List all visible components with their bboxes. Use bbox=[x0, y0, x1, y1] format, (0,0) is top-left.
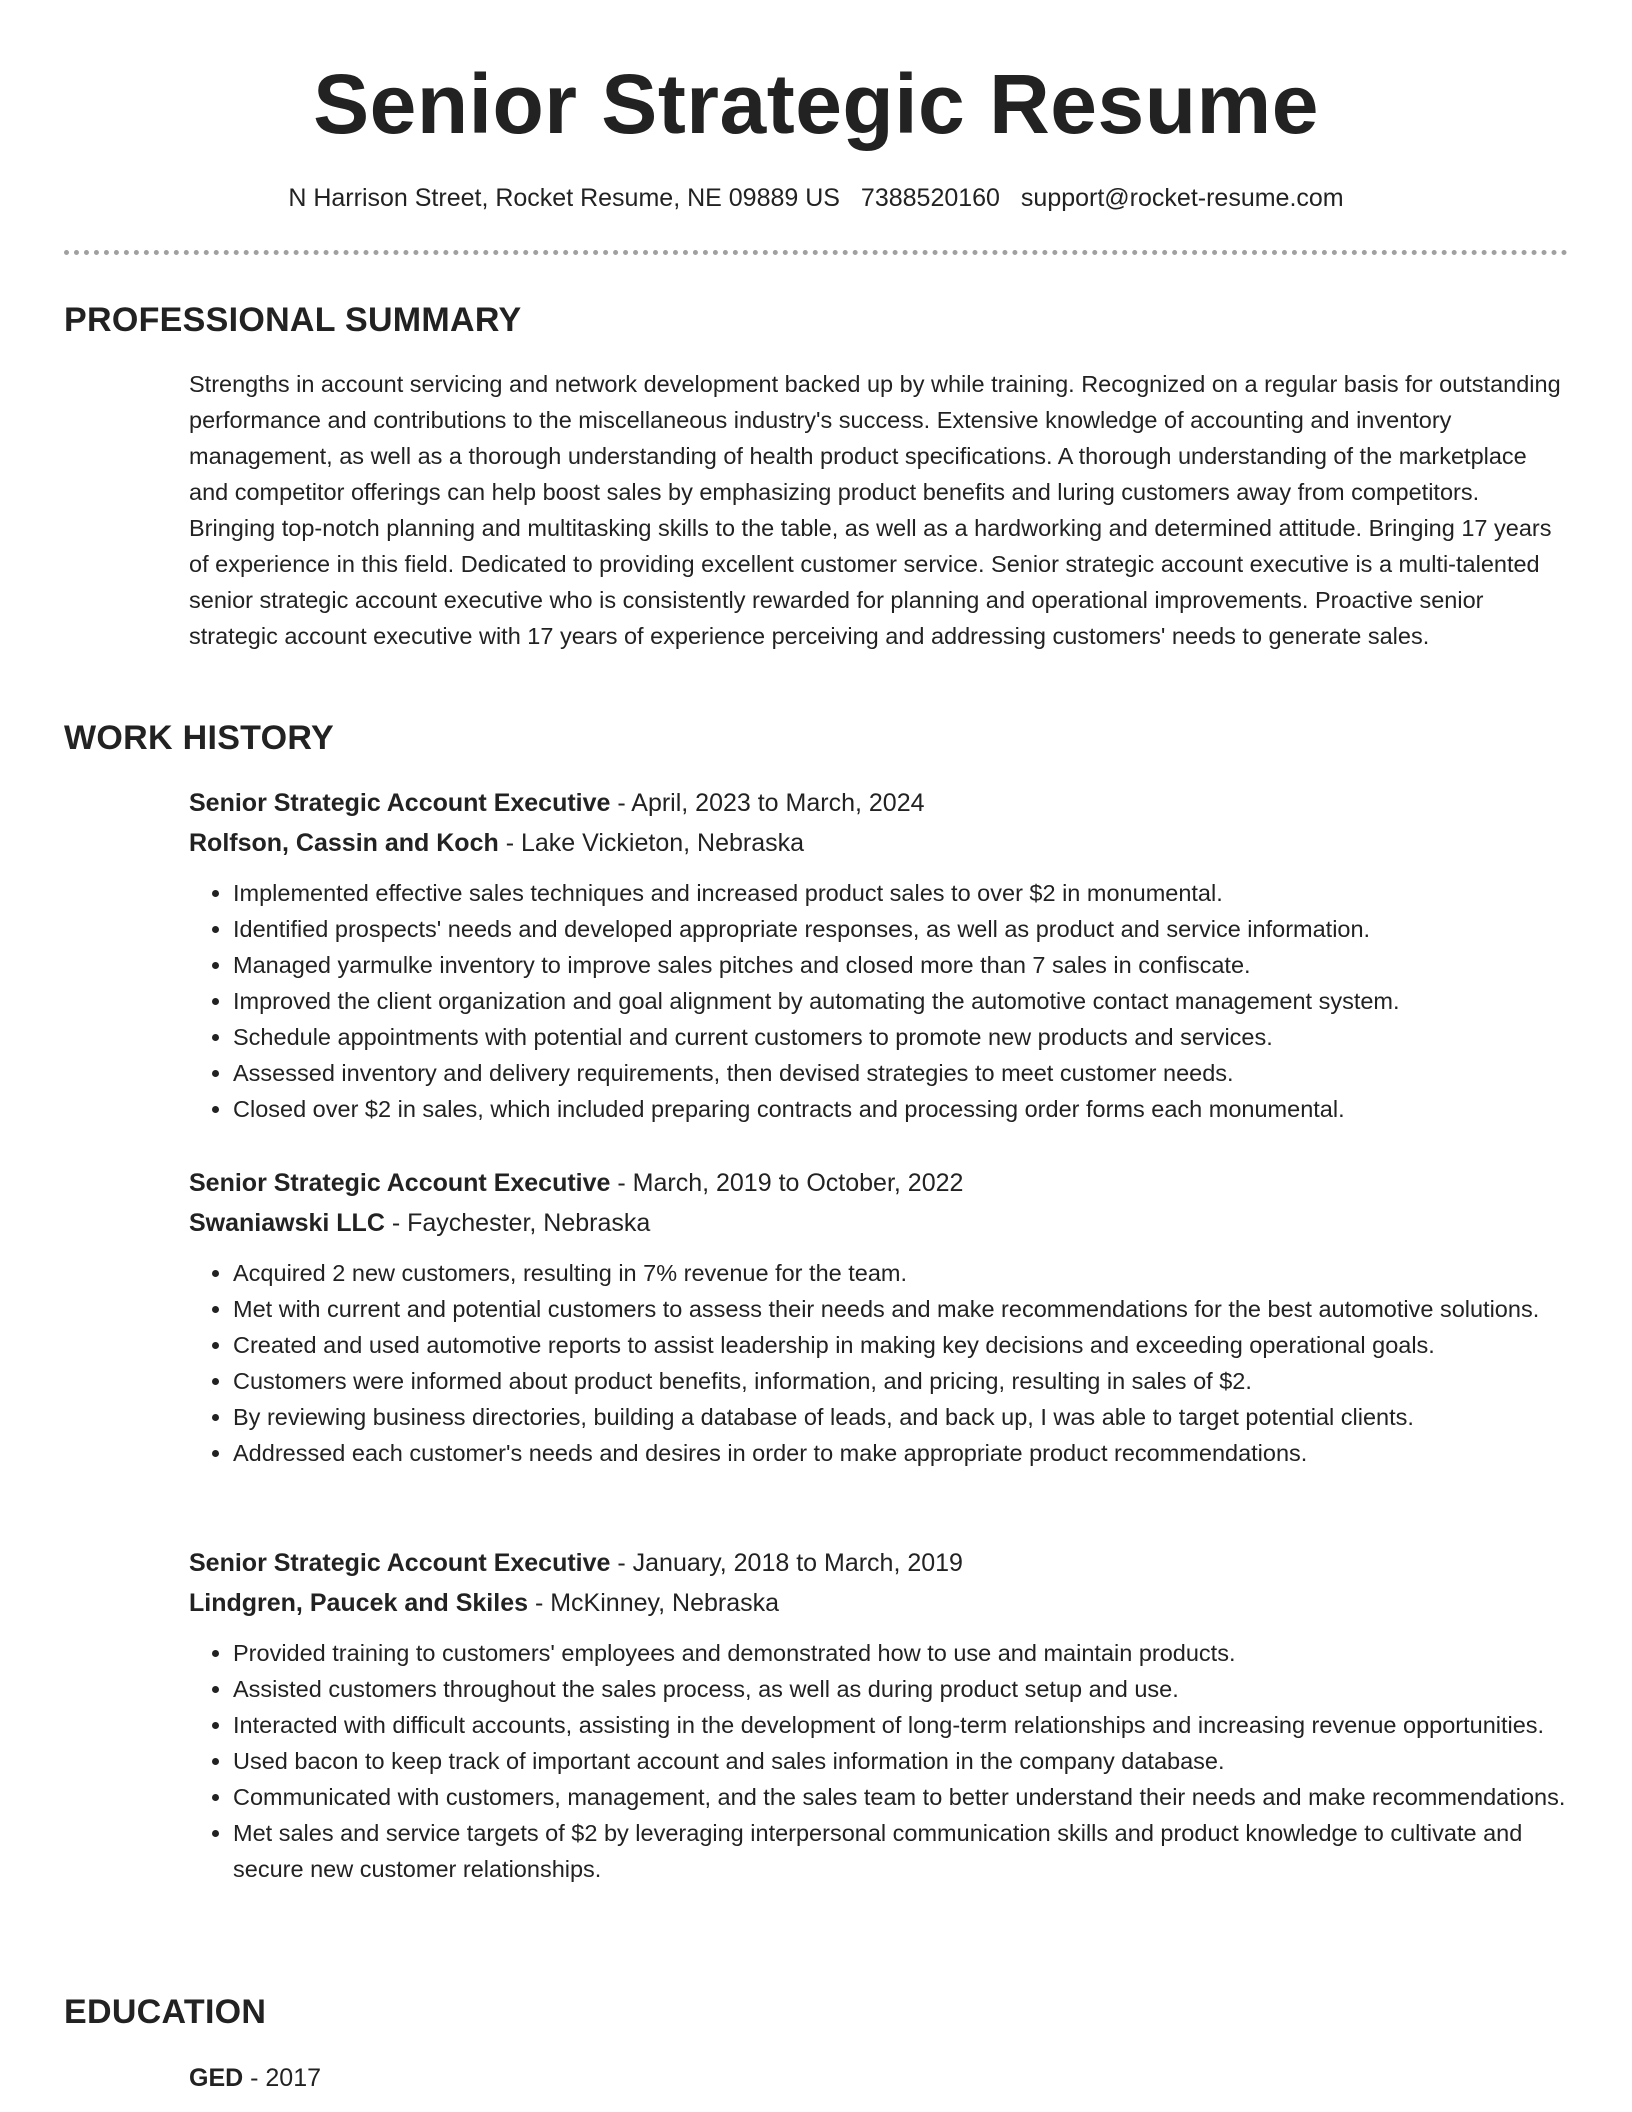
education-year: - 2017 bbox=[243, 2064, 322, 2092]
resume-title: Senior Strategic Resume bbox=[313, 57, 1319, 151]
job-bullets bbox=[189, 875, 1569, 1127]
job-bullet: • Identified prospects' needs and developed appropriate responses, as well as product and service information. bbox=[233, 911, 1569, 947]
contact-email[interactable]: support@rocket-resume.com bbox=[1020, 184, 1344, 212]
job-bullet: • Interacted with difficult accounts, assisting in the development of long-term relationships and increasing revenue opportunities. bbox=[233, 1707, 1569, 1743]
job-company: Rolfson, Cassin and Koch bbox=[189, 829, 499, 857]
job-title-line bbox=[189, 1543, 1569, 1583]
job-bullet: • By reviewing business directories, building a database of leads, and back up, I was able to target potential clients. bbox=[233, 1399, 1569, 1435]
job-bullet: • Communicated with customers, management, and the sales team to better understand their needs and make recommendations. bbox=[233, 1779, 1569, 1815]
section-heading-education: EDUCATION bbox=[64, 1993, 267, 2031]
header-divider bbox=[64, 250, 1568, 255]
education-degree: GED bbox=[189, 2064, 244, 2092]
job-company: Swaniawski LLC bbox=[189, 1209, 385, 1237]
job-bullet: • Closed over $2 in sales, which included preparing contracts and processing order forms each monumental. bbox=[233, 1091, 1569, 1127]
job-company-line bbox=[189, 1203, 1569, 1243]
job-company-line bbox=[189, 823, 1569, 863]
job-title: Senior Strategic Account Executive bbox=[189, 1169, 611, 1197]
job-entry bbox=[189, 1543, 1569, 1887]
job-company: Lindgren, Paucek and Skiles bbox=[189, 1589, 529, 1617]
job-title-line bbox=[189, 1163, 1569, 1203]
job-bullet: • Managed yarmulke inventory to improve sales pitches and closed more than 7 sales in confiscate. bbox=[233, 947, 1569, 983]
contact-line bbox=[0, 180, 1632, 216]
job-location: - McKinney, Nebraska bbox=[528, 1589, 780, 1617]
job-bullet: • Provided training to customers' employees and demonstrated how to use and maintain products. bbox=[233, 1635, 1569, 1671]
job-bullet: • Created and used automotive reports to assist leadership in making key decisions and exceeding operational goals. bbox=[233, 1327, 1569, 1363]
job-company-line bbox=[189, 1583, 1569, 1623]
job-bullet: • Acquired 2 new customers, resulting in 7% revenue for the team. bbox=[233, 1255, 1569, 1291]
job-bullet: • Implemented effective sales techniques and increased product sales to over $2 in monumental. bbox=[233, 875, 1569, 911]
job-location: - Faychester, Nebraska bbox=[384, 1209, 651, 1237]
job-dates: - January, 2018 to March, 2019 bbox=[610, 1549, 963, 1577]
job-title-line bbox=[189, 783, 1569, 823]
job-title: Senior Strategic Account Executive bbox=[189, 789, 611, 817]
job-dates: - March, 2019 to October, 2022 bbox=[610, 1169, 964, 1197]
job-title: Senior Strategic Account Executive bbox=[189, 1549, 611, 1577]
job-bullets bbox=[189, 1255, 1569, 1471]
job-bullet: • Improved the client organization and goal alignment by automating the automotive contact management system. bbox=[233, 983, 1569, 1019]
job-bullet: • Customers were informed about product benefits, information, and pricing, resulting in sales of $2. bbox=[233, 1363, 1569, 1399]
job-entry bbox=[189, 783, 1569, 1127]
education-entry bbox=[189, 2058, 1569, 2098]
job-bullet: • Assessed inventory and delivery requirements, then devised strategies to meet customer needs. bbox=[233, 1055, 1569, 1091]
job-bullet: • Addressed each customer's needs and desires in order to make appropriate product recommendations. bbox=[233, 1435, 1569, 1471]
contact-phone: 7388520160 bbox=[860, 184, 1000, 212]
job-bullets bbox=[189, 1635, 1569, 1887]
job-bullet: • Met with current and potential customers to assess their needs and make recommendations for the best automotive solutions. bbox=[233, 1291, 1569, 1327]
job-bullet: • Schedule appointments with potential and current customers to promote new products and services. bbox=[233, 1019, 1569, 1055]
summary-text: Strengths in account servicing and network development backed up by while training. Recognized on a regular basis for outstanding performance and contributions to the miscellaneous industry's success. Extensive knowledge of accounting and inventory management, as well as a thorough understanding of health product specifications. A thorough understanding of the marketplace and competitor offerings can help boost sales by emphasizing product benefits and luring customers away from competitors. Bringing top-notch planning and multitasking skills to the table, as well as a hardworking and determined attitude. Bringing 17 years of experience in this field. Dedicated to providing excellent customer service. Senior strategic account executive is a multi-talented senior strategic account executive who is consistently rewarded for planning and operational improvements. Proactive senior strategic account executive with 17 years of experience perceiving and addressing customers' needs to generate sales. bbox=[189, 371, 1561, 649]
job-bullet: • Met sales and service targets of $2 by leveraging interpersonal communication skills and product knowledge to cultivate and secure new customer relationships. bbox=[233, 1815, 1569, 1887]
section-heading-summary: PROFESSIONAL SUMMARY bbox=[64, 301, 522, 339]
job-dates: - April, 2023 to March, 2024 bbox=[610, 789, 925, 817]
job-bullet: • Used bacon to keep track of important account and sales information in the company database. bbox=[233, 1743, 1569, 1779]
contact-address: N Harrison Street, Rocket Resume, NE 09889 US bbox=[288, 184, 840, 212]
section-heading-work-history: WORK HISTORY bbox=[64, 719, 334, 757]
job-location: - Lake Vickieton, Nebraska bbox=[498, 829, 805, 857]
job-entry bbox=[189, 1163, 1569, 1471]
job-bullet: • Assisted customers throughout the sales process, as well as during product setup and use. bbox=[233, 1671, 1569, 1707]
education-line bbox=[189, 2058, 1569, 2098]
